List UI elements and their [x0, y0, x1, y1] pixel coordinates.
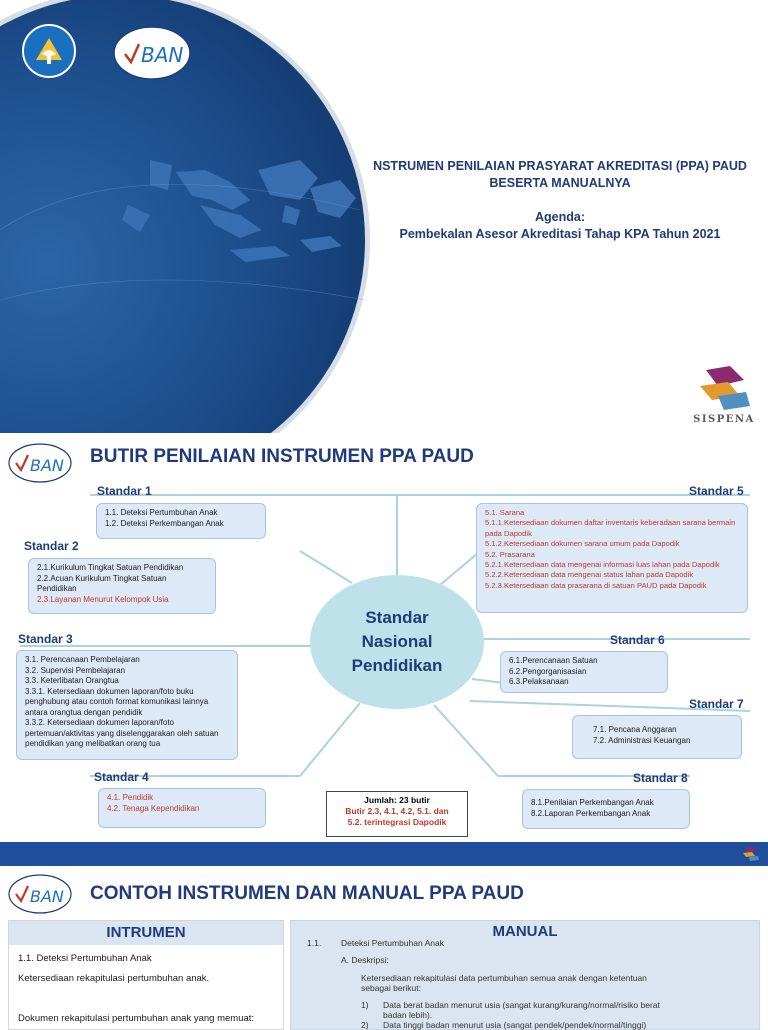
manual-item-2-num: 2)	[361, 1020, 369, 1030]
title-slide	[0, 0, 768, 433]
standar-7-label: Standar 7	[689, 697, 744, 711]
standar-6-item: 6.2.Pengorganisasian	[509, 666, 587, 676]
standar-3-item: 3.3. Keterlibatan Orangtua	[25, 676, 119, 685]
ban-paud-logo	[111, 24, 193, 82]
standar-3-item: 3.3.1. Ketersediaan dokumen laporan/foto buku penghubung atau contoh format komunikasi lainnya antara orangtua dengan pendidik	[25, 686, 209, 717]
standar-8-box	[522, 789, 690, 829]
slide-title: BUTIR PENILAIAN INSTRUMEN PPA PAUD	[90, 446, 474, 467]
standar-4-item: 4.1. Pendidik	[107, 793, 154, 802]
standar-6-item: 6.1.Perencanaan Satuan	[509, 656, 598, 665]
manual-heading: Deteksi Pertumbuhan Anak	[341, 938, 445, 948]
standar-2-label: Standar 2	[24, 539, 79, 553]
standar-5-item: 5.2.3.Ketersediaan data prasarana di satuan PAUD pada Dapodik	[485, 580, 707, 590]
standar-3-item: 3.2. Supervisi Pembelajaran	[25, 665, 126, 675]
intrumen-line-3: Dokumen rekapitulasi pertumbuhan anak yang memuat:	[18, 1013, 255, 1024]
ban-logo-text: BAN	[30, 887, 64, 906]
footer-band	[0, 842, 768, 866]
agenda-label: Agenda:	[535, 210, 585, 224]
sispena-small-icon	[742, 846, 760, 862]
tut-wuri-handayani-logo	[22, 24, 76, 78]
manual-desc-1: Ketersediaan rekapitulasi data pertumbuhan semua anak dengan ketentuan	[361, 973, 647, 983]
standar-5-item: 5.2.2.Ketersediaan data mengenai status lahan pada Dapodik	[485, 570, 694, 580]
standar-7-item: 7.2. Administrasi Keuangan	[593, 735, 691, 745]
standar-2-item: 2.1.Kurikulum Tingkat Satuan Pendidikan	[37, 563, 184, 572]
manual-sub-a: A. Deskripsi:	[341, 955, 389, 965]
center-line-3: Pendidikan	[351, 656, 443, 675]
standar-6-label: Standar 6	[610, 633, 665, 647]
standar-5-item: 5.1. Sarana	[485, 508, 525, 517]
standar-8-item: 8.1.Penilaian Perkembangan Anak	[531, 798, 654, 807]
standar-5-label: Standar 5	[689, 484, 744, 498]
manual-item-1-num: 1)	[361, 1000, 369, 1010]
manual-header: MANUAL	[492, 923, 558, 940]
intrumen-line-1: 1.1. Deteksi Pertumbuhan Anak	[18, 953, 152, 964]
standar-1-item: 1.1. Deteksi Pertumbuhan Anak	[105, 508, 218, 517]
standar-2-item: 2.2.Acuan Kurikulum Tingkat Satuan Pendidikan	[37, 573, 167, 593]
intrumen-panel	[8, 920, 284, 1030]
intrumen-header: INTRUMEN	[9, 921, 283, 945]
standar-6-item: 6.3.Pelaksanaan	[509, 677, 569, 686]
presentation-title	[360, 158, 760, 243]
standar-4-item: 4.2. Tenaga Kependidikan	[107, 803, 200, 813]
standar-2-box	[28, 558, 216, 614]
manual-item-2a: Data tinggi badan menurut usia (sangat pendek/pendek/normal/tinggi)	[383, 1020, 647, 1030]
standar-7-item: 7.1. Pencana Anggaran	[593, 725, 677, 734]
standar-5-item: 5.1.2.Ketersediaan dokumen sarana umum pada Dapodik	[485, 539, 680, 549]
ban-paud-logo	[6, 872, 74, 916]
sispena-label: SISPENA	[693, 414, 755, 425]
ban-logo-text: BAN	[141, 43, 184, 67]
center-line-1: Standar	[365, 608, 429, 627]
standar-3-item: 3.1. Perencanaan Pembelajaran	[25, 655, 140, 664]
manual-item-1a: Data berat badan menurut usia (sangat kurang/kurang/normal/risiko berat	[383, 1000, 660, 1010]
jumlah-note-2: 5.2. terintegrasi Dapodik	[347, 817, 447, 827]
contoh-instrumen-slide	[0, 866, 768, 1030]
manual-number: 1.1.	[307, 938, 322, 948]
ban-logo-text: BAN	[30, 456, 64, 475]
agenda-text: Pembekalan Asesor Akreditasi Tahap KPA Tahun 2021	[399, 227, 721, 241]
standar-8-label: Standar 8	[633, 771, 688, 785]
title-line-2: BESERTA MANUALNYA	[489, 176, 631, 190]
standar-5-item: 5.2. Prasarana	[485, 549, 535, 559]
standar-7-box	[572, 715, 742, 759]
standar-4-box	[98, 788, 266, 828]
jumlah-note-1: Butir 2.3, 4.1, 4.2, 5.1. dan	[345, 806, 449, 816]
manual-panel	[290, 920, 760, 1030]
butir-penilaian-slide	[0, 433, 768, 866]
center-line-2: Nasional	[361, 632, 433, 651]
title-line-1: NSTRUMEN PENILAIAN PRASYARAT AKREDITASI (PPA) PAUD	[373, 159, 747, 173]
standar-3-box	[16, 650, 238, 760]
standar-1-box	[96, 503, 266, 539]
intrumen-line-2: Ketersediaan rekapitulasi pertumbuhan anak.	[18, 973, 210, 984]
jumlah-butir-box	[326, 791, 468, 837]
standar-8-item: 8.2.Laporan Perkembangan Anak	[531, 808, 651, 818]
standar-1-label: Standar 1	[97, 484, 152, 498]
standar-1-item: 1.2. Deteksi Perkembangan Anak	[105, 518, 224, 528]
standar-2-item-dapodik: 2.3.Layanan Menurut Kelompok Usia	[37, 594, 169, 604]
standar-nasional-circle	[310, 575, 484, 709]
standar-3-label: Standar 3	[18, 632, 73, 646]
standar-5-item: 5.1.1.Ketersediaan dokumen daftar inventaris keberadaan sarana bermain pada Dapodik	[485, 518, 736, 538]
slide-title: CONTOH INSTRUMEN DAN MANUAL PPA PAUD	[90, 883, 524, 904]
standar-3-item: 3.3.2. Ketersediaan dokumen laporan/foto pertemuan/aktivitas yang diselenggarakan oleh satuan pendidikan yang melibatkan orang tua	[25, 718, 219, 748]
standar-5-item: 5.2.1.Ketersediaan data mengenai informasi luas lahan pada Dapodik	[485, 560, 720, 570]
manual-desc-2: sebagai berikut:	[361, 983, 422, 993]
standar-5-box	[476, 503, 748, 613]
manual-item-1b: badan lebih).	[383, 1010, 433, 1020]
standar-4-label: Standar 4	[94, 770, 149, 784]
standar-6-box	[500, 651, 668, 693]
jumlah-label: Jumlah: 23 butir	[364, 795, 430, 805]
